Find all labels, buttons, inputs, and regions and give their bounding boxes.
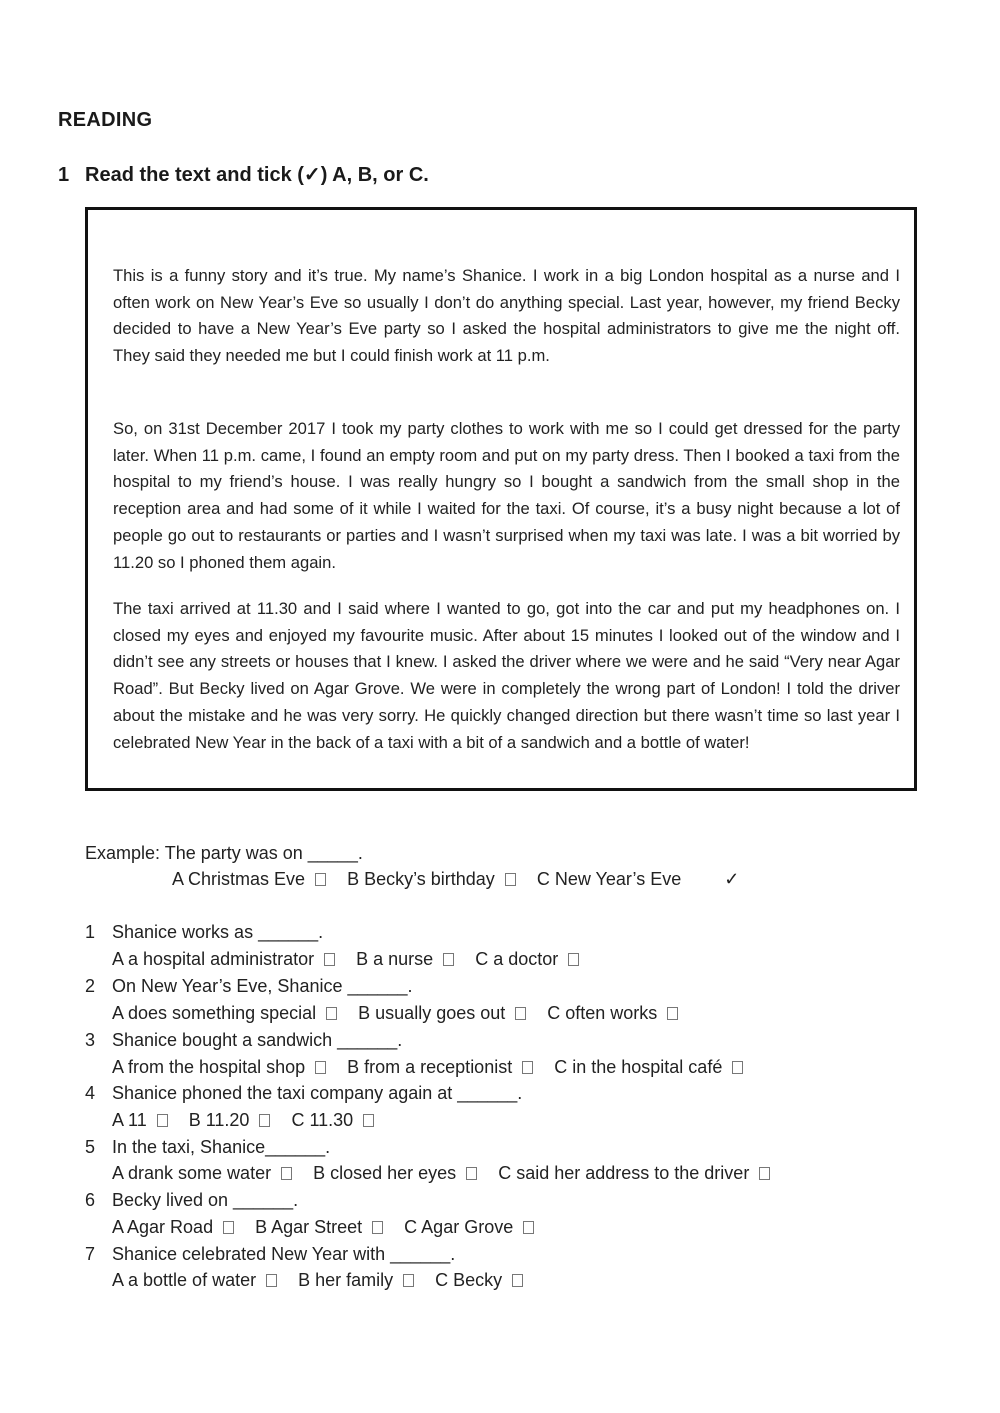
option: B from a receptionist bbox=[347, 1057, 533, 1078]
question bbox=[85, 1244, 455, 1265]
question-number: 5 bbox=[85, 1137, 96, 1157]
story-text-box bbox=[85, 207, 917, 791]
question-prompt: On New Year’s Eve, Shanice ______. bbox=[112, 976, 413, 996]
question-number: 4 bbox=[85, 1083, 96, 1103]
checkbox[interactable] bbox=[363, 1114, 374, 1127]
question-options bbox=[112, 1217, 550, 1238]
question-number: 2 bbox=[85, 976, 96, 996]
example-options bbox=[172, 869, 739, 890]
option: B usually goes out bbox=[358, 1003, 526, 1024]
option: C 11.30 bbox=[291, 1110, 374, 1131]
option: C said her address to the driver bbox=[498, 1163, 770, 1184]
question-options bbox=[112, 1163, 786, 1184]
checkbox[interactable] bbox=[372, 1221, 383, 1234]
option: B Agar Street bbox=[255, 1217, 383, 1238]
option: A Agar Road bbox=[112, 1217, 234, 1238]
option: A from the hospital shop bbox=[112, 1057, 326, 1078]
question-number: 1 bbox=[85, 922, 96, 942]
question-prompt: Shanice bought a sandwich ______. bbox=[112, 1030, 403, 1050]
checkbox[interactable] bbox=[523, 1221, 534, 1234]
checkbox[interactable] bbox=[466, 1167, 477, 1180]
checkbox[interactable] bbox=[732, 1061, 743, 1074]
checkbox[interactable] bbox=[403, 1274, 414, 1287]
checkbox[interactable] bbox=[515, 1007, 526, 1020]
option: A 11 bbox=[112, 1110, 168, 1131]
option: C a doctor bbox=[475, 949, 579, 970]
task-text: Read the text and tick (✓) A, B, or C. bbox=[85, 164, 429, 186]
question-number: 6 bbox=[85, 1190, 96, 1210]
checkbox[interactable] bbox=[315, 1061, 326, 1074]
section-title: READING bbox=[58, 109, 153, 131]
task-number: 1 bbox=[58, 164, 70, 186]
option: C in the hospital café bbox=[554, 1057, 743, 1078]
option: A a hospital administrator bbox=[112, 949, 335, 970]
story-paragraph: So, on 31st December 2017 I took my party clothes to work with me so I could get dressed for the party later. When 11 p.m. came, I found an empty room and put on my party dress. Then I booked a taxi from the hospital to my friend’s house. I was really hungry so I bought a sandwich from the small shop in the reception area and had some of it while I waited for the taxi. Of course, it’s a busy night because a lot of people go out to restaurants or parties and I wasn’t surprised when my taxi was late. I was a bit worried by 11.20 so I phoned them again. bbox=[113, 419, 900, 572]
question-prompt: Shanice phoned the taxi company again at ______. bbox=[112, 1083, 523, 1103]
checkbox[interactable] bbox=[281, 1167, 292, 1180]
checkbox[interactable] bbox=[667, 1007, 678, 1020]
option: B 11.20 bbox=[189, 1110, 271, 1131]
question bbox=[85, 976, 413, 997]
checkbox[interactable] bbox=[266, 1274, 277, 1287]
story-paragraph: This is a funny story and it’s true. My name’s Shanice. I work in a big London hospital as a nurse and I often work on New Year’s Eve so usually I don’t do anything special. Last year, however, my friend Becky decided to have a New Year’s Eve party so I asked the hospital administrators to give me the night off. They said they needed me but I could finish work at 11 p.m. bbox=[113, 266, 900, 366]
option: B Becky’s birthday bbox=[347, 869, 516, 890]
option: C Agar Grove bbox=[404, 1217, 534, 1238]
checkbox[interactable] bbox=[259, 1114, 270, 1127]
checkbox[interactable] bbox=[326, 1007, 337, 1020]
option: C New Year’s Eve bbox=[536, 869, 682, 889]
checkbox[interactable] bbox=[512, 1274, 523, 1287]
question bbox=[85, 1030, 402, 1051]
option: A Christmas Eve bbox=[172, 869, 326, 890]
question-options bbox=[112, 1270, 539, 1291]
question bbox=[85, 922, 323, 943]
checkbox[interactable] bbox=[157, 1114, 168, 1127]
question bbox=[85, 1190, 298, 1211]
question-prompt: Becky lived on ______. bbox=[112, 1190, 299, 1210]
example-prompt: Example: The party was on _____. bbox=[85, 843, 363, 863]
question-options bbox=[112, 1003, 694, 1024]
option: A does something special bbox=[112, 1003, 337, 1024]
question-prompt: Shanice celebrated New Year with ______. bbox=[112, 1244, 456, 1264]
option: B a nurse bbox=[356, 949, 454, 970]
checkbox[interactable] bbox=[443, 953, 454, 966]
story-paragraph: The taxi arrived at 11.30 and I said where I wanted to go, got into the car and put my headphones on. I closed my eyes and enjoyed my favourite music. After about 15 minutes I looked out of the window and I didn’t see any streets or houses that I knew. I asked the driver where we were and he said “Very near Agar Road”. But Becky lived on Agar Grove. We were in completely the wrong part of London! I told the driver about the mistake and he was very sorry. He quickly changed direction but there wasn’t time so last year I celebrated New Year in the back of a taxi with a bit of a sandwich and a bottle of water! bbox=[113, 599, 900, 752]
question-number: 3 bbox=[85, 1030, 96, 1050]
question-options bbox=[112, 1110, 390, 1131]
checkbox[interactable] bbox=[324, 953, 335, 966]
checkbox[interactable] bbox=[759, 1167, 770, 1180]
tick-mark-icon: ✓ bbox=[724, 869, 740, 889]
option: B her family bbox=[298, 1270, 414, 1291]
option: C often works bbox=[547, 1003, 678, 1024]
checkbox[interactable] bbox=[223, 1221, 234, 1234]
question-options bbox=[112, 1057, 759, 1078]
checkbox[interactable] bbox=[522, 1061, 533, 1074]
question-number: 7 bbox=[85, 1244, 96, 1264]
question bbox=[85, 1137, 330, 1158]
checkbox[interactable] bbox=[505, 873, 516, 886]
task-instruction bbox=[58, 162, 429, 187]
option: C Becky bbox=[435, 1270, 523, 1291]
option: A a bottle of water bbox=[112, 1270, 277, 1291]
option: A drank some water bbox=[112, 1163, 292, 1184]
question bbox=[85, 1083, 522, 1104]
question-prompt: Shanice works as ______. bbox=[112, 922, 324, 942]
question-prompt: In the taxi, Shanice______. bbox=[112, 1137, 331, 1157]
question-options bbox=[112, 949, 595, 970]
option: B closed her eyes bbox=[313, 1163, 477, 1184]
checkbox[interactable] bbox=[568, 953, 579, 966]
checkbox[interactable] bbox=[315, 873, 326, 886]
